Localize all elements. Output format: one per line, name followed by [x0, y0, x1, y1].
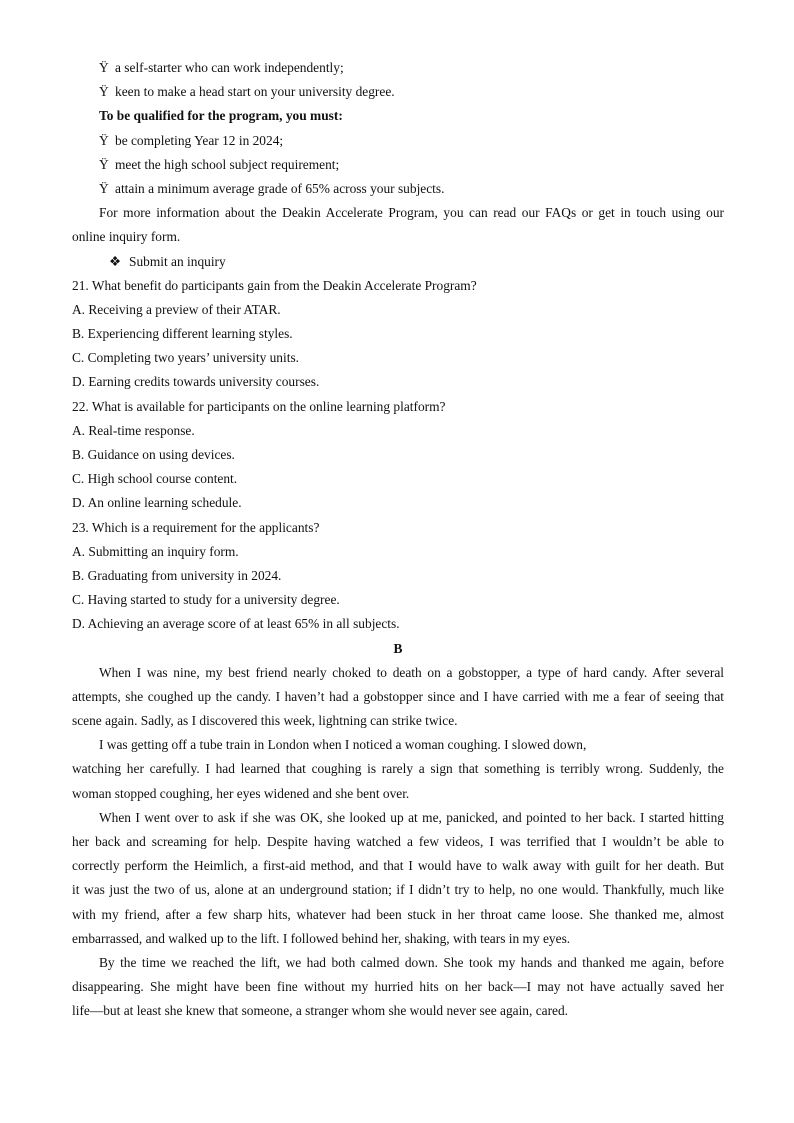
question-21 [72, 274, 724, 395]
option-a: A. Receiving a preview of their ATAR. [72, 301, 281, 317]
submit-inquiry-label: Submit an inquiry [129, 253, 226, 269]
diamond-icon: ❖ [108, 253, 121, 269]
question-stem: 22. What is available for participants on the online learning platform? [72, 398, 446, 414]
option-a: A. Submitting an inquiry form. [72, 543, 239, 559]
option-d: D. Earning credits towards university courses. [72, 374, 320, 390]
question-stem: 21. What benefit do participants gain from the Deakin Accelerate Program? [72, 277, 477, 293]
bullet-icon: Ÿ [99, 84, 109, 100]
list-item: Ÿ keen to make a head start on your university degree. [72, 80, 724, 104]
question-22 [72, 395, 724, 516]
question-stem: 23. Which is a requirement for the applicants? [72, 519, 320, 535]
option-b: B. Guidance on using devices. [72, 447, 235, 462]
passage-paragraph-3: When I went over to ask if she was OK, she looked up at me, panicked, and pointed to her back. I started hitting her back and screaming for help. Despite having watched a few videos, I was terrified that I wouldn’t be able to correctly perform the Heimlich, a first-aid method, and that I would have to walk away with guilt for her death. But it was just the two of us, alone at an underground station; if I didn’t try to help, no one would. Thankfully, much like with my friend, after a few sharp hits, whatever had been stuck in her throat came loose. She thanked me, almost embarrassed, and walked up to the lift. I followed behind her, shaking, with tears in my eyes. [72, 809, 724, 946]
passage-paragraph-1: When I was nine, my best friend nearly choked to death on a gobstopper, a type of hard candy. After several attempts, she coughed up the candy. I haven’t had a gobstopper since and I have carried with me a fear of seeing that scene again. Sadly, as I discovered this week, lightning can strike twice. [72, 664, 724, 729]
list-item: Ÿ attain a minimum average grade of 65% across your subjects. [72, 177, 724, 201]
option-d: D. An online learning schedule. [72, 495, 242, 511]
option-b: B. Experiencing different learning styles. [72, 326, 293, 342]
option-c: C. Completing two years’ university units. [72, 350, 299, 366]
list-item: Ÿ be completing Year 12 in 2024; [72, 129, 724, 153]
bullet-icon: Ÿ [99, 132, 109, 148]
list-item: Ÿ a self-starter who can work independently; [72, 56, 724, 80]
section-heading: B [393, 640, 403, 656]
submit-inquiry-link[interactable] [72, 250, 724, 274]
question-23 [72, 516, 724, 637]
option-a: A. Real-time response. [72, 422, 195, 438]
option-c: C. Having started to study for a university degree. [72, 592, 340, 608]
bullet-icon: Ÿ [99, 156, 109, 172]
list-item: Ÿ meet the high school subject requirement; [72, 153, 724, 177]
passage-paragraph-4: By the time we reached the lift, we had both calmed down. She took my hands and thanked me again, before disappearing. She might have been fine without my hurried hits on her back—I may not have actually saved her life—but at least she knew that someone, a stranger whom she would never see again, cared. [72, 954, 724, 1019]
option-b: B. Graduating from university in 2024. [72, 567, 282, 583]
passage-paragraph-2: I was getting off a tube train in London when I noticed a woman coughing. I slowed down, watching her carefully. I had learned that coughing is rarely a sign that something is terribly wrong. Suddenly, the woman stopped coughing, her eyes widened and she bent over. [72, 737, 724, 801]
document-page [72, 56, 724, 1024]
option-d: D. Achieving an average score of at least 65% in all subjects. [72, 616, 400, 632]
qualify-heading: To be qualified for the program, you must: [99, 108, 343, 124]
bullet-icon: Ÿ [99, 60, 109, 75]
option-c: C. High school course content. [72, 471, 238, 487]
more-info-paragraph: For more information about the Deakin Accelerate Program, you can read our FAQs or get in touch using our online inquiry form. [72, 205, 724, 245]
bullet-icon: Ÿ [99, 180, 109, 196]
